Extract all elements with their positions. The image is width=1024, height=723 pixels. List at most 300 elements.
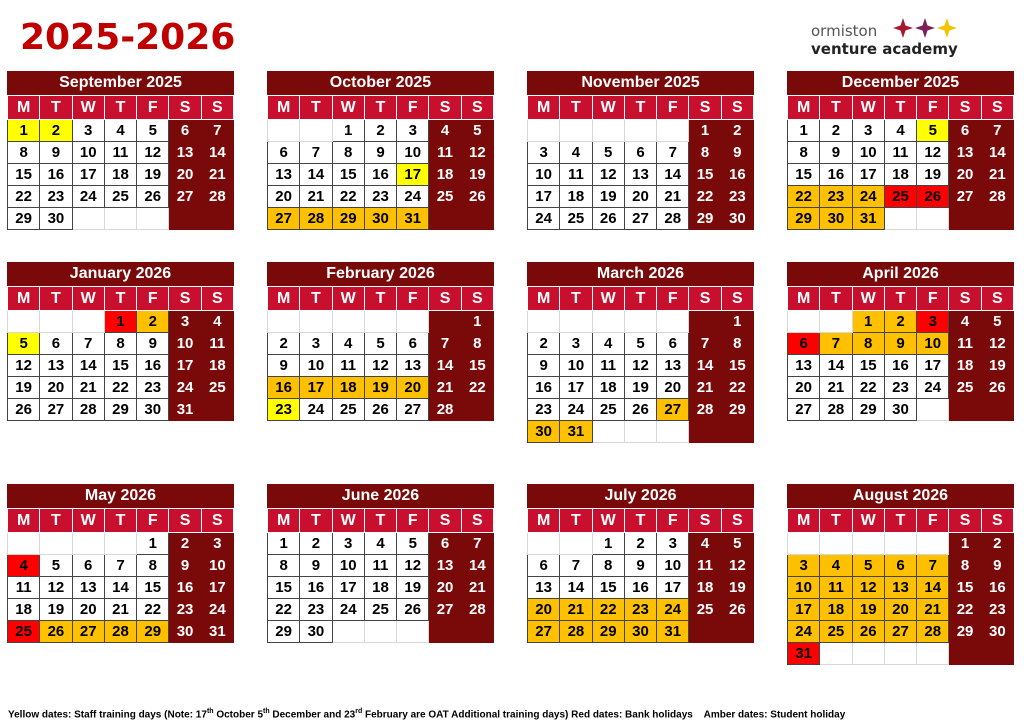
week-row [8,333,234,355]
day-cell: 11 [884,142,916,164]
weekday-label: M [788,509,820,533]
day-cell: 27 [788,399,820,421]
month-table [527,95,754,230]
weekday-label: W [72,96,104,120]
day-cell: 17 [300,377,332,399]
day-cell: 23 [884,377,916,399]
day-cell: 24 [917,377,949,399]
day-cell: 13 [72,577,104,599]
day-cell: 25 [201,377,233,399]
day-cell: 13 [429,555,461,577]
day-cell: 7 [429,333,461,355]
day-cell: 30 [137,399,169,421]
day-cell: 19 [852,599,884,621]
empty-cell [528,533,560,555]
day-cell: 24 [332,599,364,621]
empty-cell [689,621,721,643]
day-cell: 25 [820,621,852,643]
day-cell: 15 [788,164,820,186]
day-cell: 2 [721,120,753,142]
weekday-label: W [332,96,364,120]
day-cell: 28 [201,186,233,208]
empty-cell [917,643,949,665]
day-cell: 8 [592,555,624,577]
day-cell: 23 [300,599,332,621]
day-cell: 1 [592,533,624,555]
day-cell: 20 [884,599,916,621]
day-cell: 29 [949,621,981,643]
weekday-label: F [657,509,689,533]
day-cell: 18 [364,577,396,599]
day-cell: 31 [788,643,820,665]
weekday-label: S [689,509,721,533]
day-cell: 5 [981,311,1013,333]
empty-cell [624,120,656,142]
day-cell: 5 [592,142,624,164]
day-cell: 3 [917,311,949,333]
weekday-label: M [788,96,820,120]
day-cell: 16 [364,164,396,186]
day-cell: 16 [268,377,300,399]
week-row [8,377,234,399]
day-cell: 1 [461,311,493,333]
week-row [528,399,754,421]
weekday-label: F [137,509,169,533]
day-cell: 11 [560,164,592,186]
empty-cell [429,208,461,230]
day-cell: 5 [397,533,429,555]
empty-cell [300,120,332,142]
week-row [528,164,754,186]
day-cell: 25 [560,208,592,230]
day-cell: 15 [949,577,981,599]
day-cell: 6 [40,333,72,355]
legend-sup-3: rd [355,708,363,715]
week-row [8,164,234,186]
day-cell: 2 [169,533,201,555]
week-row [528,533,754,555]
week-row [528,577,754,599]
day-cell: 13 [788,355,820,377]
month-calendar [7,262,234,421]
weekday-label: T [40,509,72,533]
day-cell: 27 [657,399,689,421]
day-cell: 2 [40,120,72,142]
day-cell: 18 [820,599,852,621]
month-calendar [267,71,494,230]
weekday-label: S [461,287,493,311]
day-cell: 2 [820,120,852,142]
day-cell: 27 [397,399,429,421]
month-title: December 2025 [787,71,1014,95]
day-cell: 15 [461,355,493,377]
day-cell: 25 [884,186,916,208]
weekday-label: F [137,96,169,120]
day-cell: 3 [397,120,429,142]
day-cell: 11 [429,142,461,164]
weekday-label: S [201,96,233,120]
day-cell: 8 [689,142,721,164]
day-cell: 3 [201,533,233,555]
empty-cell [40,311,72,333]
weekday-header-row [268,509,494,533]
day-cell: 13 [169,142,201,164]
day-cell: 2 [884,311,916,333]
weekday-label: F [657,287,689,311]
day-cell: 26 [364,399,396,421]
day-cell: 11 [949,333,981,355]
day-cell: 13 [268,164,300,186]
weekday-label: M [8,287,40,311]
day-cell: 24 [788,621,820,643]
day-cell: 19 [137,164,169,186]
weekday-label: T [884,509,916,533]
day-cell: 5 [40,555,72,577]
day-cell: 17 [788,599,820,621]
empty-cell [332,621,364,643]
day-cell: 15 [852,355,884,377]
day-cell: 11 [332,355,364,377]
day-cell: 7 [104,555,136,577]
day-cell: 13 [949,142,981,164]
day-cell: 28 [300,208,332,230]
day-cell: 3 [528,142,560,164]
day-cell: 24 [657,599,689,621]
day-cell: 23 [528,399,560,421]
day-cell: 20 [169,164,201,186]
day-cell: 22 [721,377,753,399]
day-cell: 2 [528,333,560,355]
day-cell: 3 [72,120,104,142]
empty-cell [137,208,169,230]
day-cell: 30 [820,208,852,230]
day-cell: 18 [201,355,233,377]
day-cell: 3 [657,533,689,555]
week-row [8,208,234,230]
weekday-label: S [461,509,493,533]
day-cell: 18 [429,164,461,186]
weekday-label: S [429,287,461,311]
day-cell: 14 [917,577,949,599]
day-cell: 31 [397,208,429,230]
day-cell: 29 [689,208,721,230]
day-cell: 17 [528,186,560,208]
week-row [788,311,1014,333]
empty-cell [397,621,429,643]
month-table [527,508,754,643]
day-cell: 14 [657,164,689,186]
day-cell: 5 [917,120,949,142]
weekday-label: W [592,287,624,311]
day-cell: 25 [332,399,364,421]
day-cell: 4 [949,311,981,333]
weekday-label: W [592,509,624,533]
day-cell: 5 [8,333,40,355]
day-cell: 3 [560,333,592,355]
legend-sup-2: th [263,708,270,715]
empty-cell [917,208,949,230]
month-title: March 2026 [527,262,754,286]
day-cell: 22 [689,186,721,208]
empty-cell [201,399,233,421]
empty-cell [657,421,689,443]
month-calendar [787,262,1014,421]
empty-cell [268,120,300,142]
month-title: July 2026 [527,484,754,508]
day-cell: 30 [884,399,916,421]
empty-cell [820,533,852,555]
day-cell: 5 [461,120,493,142]
day-cell: 2 [137,311,169,333]
weekday-label: T [300,509,332,533]
day-cell: 7 [657,142,689,164]
day-cell: 24 [560,399,592,421]
weekday-header-row [528,509,754,533]
day-cell: 31 [201,621,233,643]
empty-cell [364,621,396,643]
logo-line-1: ormiston [811,22,878,40]
empty-cell [981,208,1013,230]
day-cell: 8 [104,333,136,355]
day-cell: 17 [397,164,429,186]
weekday-label: F [137,287,169,311]
day-cell: 20 [528,599,560,621]
weekday-label: S [461,96,493,120]
day-cell: 23 [624,599,656,621]
week-row [8,533,234,555]
day-cell: 18 [8,599,40,621]
day-cell: 1 [104,311,136,333]
weekday-label: F [917,96,949,120]
week-row [8,399,234,421]
day-cell: 28 [461,599,493,621]
weekday-label: W [332,509,364,533]
week-row [528,377,754,399]
weekday-label: T [104,287,136,311]
week-row [528,555,754,577]
day-cell: 18 [592,377,624,399]
weekday-label: S [689,287,721,311]
day-cell: 1 [137,533,169,555]
day-cell: 26 [981,377,1013,399]
month-calendar [527,484,754,643]
week-row [268,355,494,377]
day-cell: 2 [300,533,332,555]
day-cell: 19 [40,599,72,621]
empty-cell [72,208,104,230]
empty-cell [884,643,916,665]
day-cell: 5 [852,555,884,577]
day-cell: 9 [364,142,396,164]
day-cell: 7 [72,333,104,355]
empty-cell [820,643,852,665]
day-cell: 31 [852,208,884,230]
empty-cell [820,311,852,333]
day-cell: 21 [689,377,721,399]
day-cell: 10 [917,333,949,355]
day-cell: 19 [8,377,40,399]
weekday-header-row [528,96,754,120]
day-cell: 17 [657,577,689,599]
day-cell: 16 [137,355,169,377]
weekday-label: T [104,509,136,533]
week-row [8,311,234,333]
day-cell: 2 [981,533,1013,555]
empty-cell [884,533,916,555]
day-cell: 17 [201,577,233,599]
week-row [788,643,1014,665]
month-title: August 2026 [787,484,1014,508]
day-cell: 13 [528,577,560,599]
day-cell: 29 [721,399,753,421]
day-cell: 20 [657,377,689,399]
day-cell: 29 [592,621,624,643]
weekday-header-row [268,287,494,311]
day-cell: 30 [528,421,560,443]
empty-cell [72,311,104,333]
empty-cell [788,533,820,555]
month-calendar [527,262,754,443]
day-cell: 15 [268,577,300,599]
day-cell: 30 [300,621,332,643]
weekday-label: S [721,509,753,533]
day-cell: 28 [820,399,852,421]
month-calendar [787,71,1014,230]
day-cell: 15 [104,355,136,377]
day-cell: 1 [689,120,721,142]
empty-cell [592,421,624,443]
day-cell: 17 [332,577,364,599]
day-cell: 7 [820,333,852,355]
week-row [268,399,494,421]
month-title: April 2026 [787,262,1014,286]
week-row [268,333,494,355]
day-cell: 1 [949,533,981,555]
day-cell: 22 [8,186,40,208]
week-row [268,377,494,399]
empty-cell [852,643,884,665]
day-cell: 24 [397,186,429,208]
day-cell: 24 [528,208,560,230]
day-cell: 7 [461,533,493,555]
weekday-label: T [300,287,332,311]
day-cell: 12 [721,555,753,577]
day-cell: 27 [528,621,560,643]
weekday-label: T [560,96,592,120]
day-cell: 21 [72,377,104,399]
day-cell: 20 [429,577,461,599]
week-row [268,186,494,208]
day-cell: 13 [657,355,689,377]
empty-cell [429,311,461,333]
day-cell: 26 [592,208,624,230]
empty-cell [104,208,136,230]
day-cell: 12 [981,333,1013,355]
day-cell: 19 [981,355,1013,377]
empty-cell [201,208,233,230]
day-cell: 24 [852,186,884,208]
week-row [8,120,234,142]
day-cell: 1 [788,120,820,142]
day-cell: 6 [268,142,300,164]
day-cell: 15 [721,355,753,377]
logo-star-1 [893,18,913,38]
day-cell: 8 [268,555,300,577]
empty-cell [332,311,364,333]
logo-star-3 [937,18,957,38]
month-table [787,508,1014,665]
week-row [528,311,754,333]
day-cell: 22 [949,599,981,621]
day-cell: 6 [788,333,820,355]
day-cell: 29 [137,621,169,643]
day-cell: 23 [137,377,169,399]
day-cell: 20 [268,186,300,208]
month-table [7,508,234,643]
month-table [7,95,234,230]
weekday-label: F [397,509,429,533]
day-cell: 15 [8,164,40,186]
day-cell: 12 [461,142,493,164]
day-cell: 6 [72,555,104,577]
day-cell: 23 [40,186,72,208]
day-cell: 30 [169,621,201,643]
weekday-label: W [852,509,884,533]
day-cell: 19 [721,577,753,599]
empty-cell [949,643,981,665]
day-cell: 25 [689,599,721,621]
day-cell: 12 [8,355,40,377]
day-cell: 11 [8,577,40,599]
day-cell: 21 [560,599,592,621]
day-cell: 20 [949,164,981,186]
day-cell: 5 [364,333,396,355]
day-cell: 4 [689,533,721,555]
empty-cell [461,621,493,643]
weekday-label: T [884,287,916,311]
day-cell: 29 [268,621,300,643]
empty-cell [949,208,981,230]
day-cell: 8 [949,555,981,577]
day-cell: 14 [300,164,332,186]
empty-cell [268,311,300,333]
weekday-label: T [624,287,656,311]
week-row [788,164,1014,186]
weekday-label: M [268,96,300,120]
month-table [267,508,494,643]
weekday-label: T [560,287,592,311]
day-cell: 11 [364,555,396,577]
day-cell: 19 [461,164,493,186]
week-row [268,555,494,577]
month-table [7,286,234,421]
day-cell: 9 [820,142,852,164]
day-cell: 25 [104,186,136,208]
empty-cell [981,399,1013,421]
day-cell: 7 [560,555,592,577]
weekday-label: F [657,96,689,120]
day-cell: 14 [689,355,721,377]
empty-cell [560,311,592,333]
day-cell: 10 [788,577,820,599]
day-cell: 30 [981,621,1013,643]
day-cell: 9 [169,555,201,577]
day-cell: 8 [852,333,884,355]
empty-cell [461,399,493,421]
empty-cell [397,311,429,333]
day-cell: 22 [592,599,624,621]
day-cell: 1 [852,311,884,333]
